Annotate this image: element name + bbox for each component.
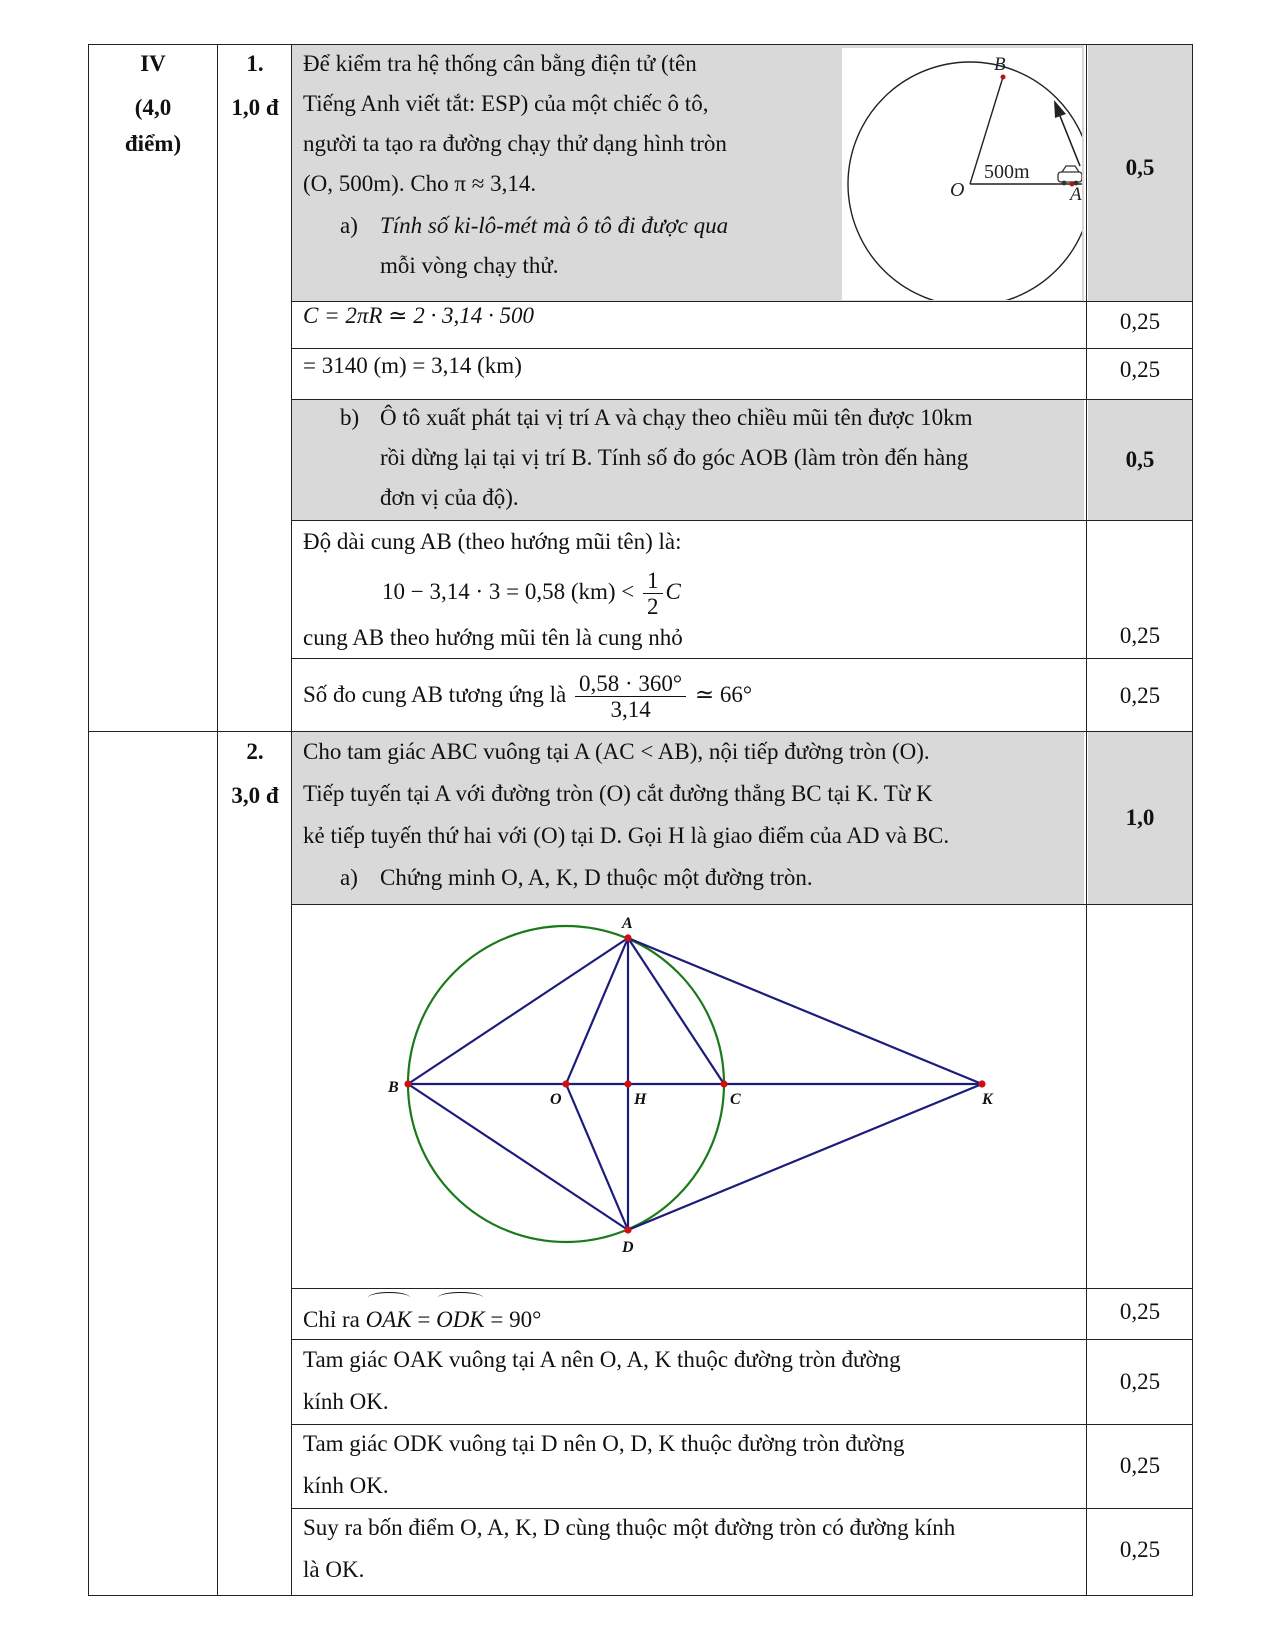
label-H: H	[634, 1091, 647, 1108]
label-B: B	[994, 54, 1006, 75]
q1-number: 1.	[246, 51, 264, 76]
q1a-step1-score: 0,25	[1119, 309, 1161, 334]
q1b-step2-post: ≃ 66°	[694, 682, 753, 707]
q1a-label: a)	[340, 213, 358, 238]
label-A: A	[622, 915, 633, 932]
q2-step1-score: 0,25	[1119, 1299, 1161, 1324]
q1a-step1: C = 2πR ≃ 2 · 3,14 · 500	[303, 303, 534, 328]
q1b-step1-score: 0,25	[1119, 623, 1161, 648]
radius-label: 500m	[984, 161, 1030, 183]
angle-ODK: ODK	[436, 1292, 485, 1342]
q1b-step1-expression	[382, 568, 681, 620]
label-A: A	[1070, 184, 1082, 205]
q2-step1-post: = 90°	[490, 1307, 542, 1332]
q1a-line1: Tính số ki-lô-mét mà ô tô đi được qua	[380, 213, 729, 238]
q2-points: 3,0 đ	[231, 783, 279, 808]
q2a-label: a)	[340, 865, 358, 890]
q1-intro-line2: Tiếng Anh viết tắt: ESP) của một chiếc ô tô,	[303, 91, 709, 116]
segment-OD	[566, 1084, 628, 1230]
section-points: (4,0	[134, 95, 172, 120]
q2a-text: Chứng minh O, A, K, D thuộc một đường tròn.	[380, 865, 813, 890]
q1b-label: b)	[340, 405, 360, 430]
q2-step1-pre: Chỉ ra	[303, 1307, 360, 1332]
q1-intro-line3: người ta tạo ra đường chạy thử dạng hình tròn	[303, 131, 727, 156]
q2-step3-score: 0,25	[1119, 1453, 1161, 1478]
label-K: K	[982, 1091, 993, 1108]
q2-step2-score: 0,25	[1119, 1369, 1161, 1394]
q1-points: 1,0 đ	[231, 95, 279, 120]
q1b-step1-line3: cung AB theo hướng mũi tên là cung nhỏ	[303, 625, 683, 650]
q1-intro-line1: Để kiểm tra hệ thống cân bằng điện tử (tên	[303, 51, 697, 76]
segment-BD	[408, 1084, 628, 1230]
q2-step3-line2: kính OK.	[303, 1473, 389, 1498]
q2-step2-line1: Tam giác OAK vuông tại A nên O, A, K thuộc đường tròn đường	[303, 1347, 901, 1372]
segment-AB	[408, 938, 628, 1084]
point-O	[562, 1080, 569, 1087]
q2a-score: 1,0	[1125, 805, 1155, 830]
section-number: IV	[140, 51, 166, 76]
q2-intro-line3: kẻ tiếp tuyến thứ hai với (O) tại D. Gọi H là giao điểm của AD và BC.	[303, 823, 950, 848]
q2-number: 2.	[246, 739, 264, 764]
q2-geometry-figure	[292, 906, 1084, 1286]
q1b-line3: đơn vị của độ).	[380, 485, 519, 510]
label-O: O	[950, 179, 965, 201]
q1b-step1-expr-text: 10 − 3,14 · 3 = 0,58 (km) <	[382, 579, 635, 605]
q1a-score: 0,5	[1125, 155, 1155, 180]
point-B	[1001, 75, 1006, 80]
q2-step4-line1: Suy ra bốn điểm O, A, K, D cùng thuộc một đường tròn có đường kính	[303, 1515, 956, 1540]
q1b-step1-fraction-num: 1	[643, 568, 663, 594]
label-B: B	[388, 1079, 399, 1096]
point-H	[624, 1080, 631, 1087]
q1b-step1-fraction	[643, 568, 663, 620]
point-D	[624, 1226, 631, 1233]
q1b-line1: Ô tô xuất phát tại vị trí A và chạy theo chiều mũi tên được 10km	[380, 405, 973, 430]
q2-step4-score: 0,25	[1119, 1537, 1161, 1562]
q1b-step2-pre: Số đo cung AB tương ứng là	[303, 682, 567, 707]
q1a-step2-score: 0,25	[1119, 357, 1161, 382]
q1a-step2: = 3140 (m) = 3,14 (km)	[303, 353, 522, 378]
angle-OAK: OAK	[366, 1292, 412, 1342]
point-B	[404, 1080, 411, 1087]
q1b-step1-var: C	[665, 579, 681, 605]
q2-step3-line1: Tam giác ODK vuông tại D nên O, D, K thuộc đường tròn đường	[303, 1431, 905, 1456]
q1b-step2-fraction-num: 0,58 · 360°	[575, 671, 686, 697]
q1b-step2-score: 0,25	[1119, 683, 1161, 708]
q1b-step2	[303, 668, 752, 723]
segment-AK	[628, 938, 982, 1084]
q1a-line2: mỗi vòng chạy thử.	[380, 253, 559, 278]
q1-circle-figure	[842, 48, 1082, 300]
segment-AO	[566, 938, 628, 1084]
q1b-step2-fraction	[575, 671, 686, 723]
section-points-unit: điểm)	[124, 131, 182, 156]
q1b-step1-fraction-den: 2	[647, 594, 659, 620]
q2-step4-line2: là OK.	[303, 1557, 365, 1582]
q1b-line2: rồi dừng lại tại vị trí B. Tính số đo góc AOB (làm tròn đến hàng	[380, 445, 969, 470]
segment-AC	[628, 938, 724, 1084]
segment-DK	[628, 1084, 982, 1230]
q1b-step1-line1: Độ dài cung AB (theo hướng mũi tên) là:	[303, 529, 682, 554]
label-O: O	[550, 1091, 562, 1108]
q1-intro-line4: (O, 500m). Cho π ≈ 3,14.	[303, 171, 537, 196]
q1b-score: 0,5	[1125, 447, 1155, 472]
point-A	[624, 934, 631, 941]
q2-step1	[303, 1292, 541, 1342]
label-C: C	[730, 1091, 741, 1108]
point-C	[720, 1080, 727, 1087]
q1b-step2-fraction-den: 3,14	[610, 697, 651, 723]
q2-intro-line2: Tiếp tuyến tại A với đường tròn (O) cắt đường thẳng BC tại K. Từ K	[303, 781, 933, 806]
q2-step2-line2: kính OK.	[303, 1389, 389, 1414]
q2-intro-line1: Cho tam giác ABC vuông tại A (AC < AB), nội tiếp đường tròn (O).	[303, 739, 930, 764]
label-D: D	[622, 1239, 634, 1256]
point-K	[978, 1080, 985, 1087]
q2-step1-mid: =	[417, 1307, 431, 1332]
